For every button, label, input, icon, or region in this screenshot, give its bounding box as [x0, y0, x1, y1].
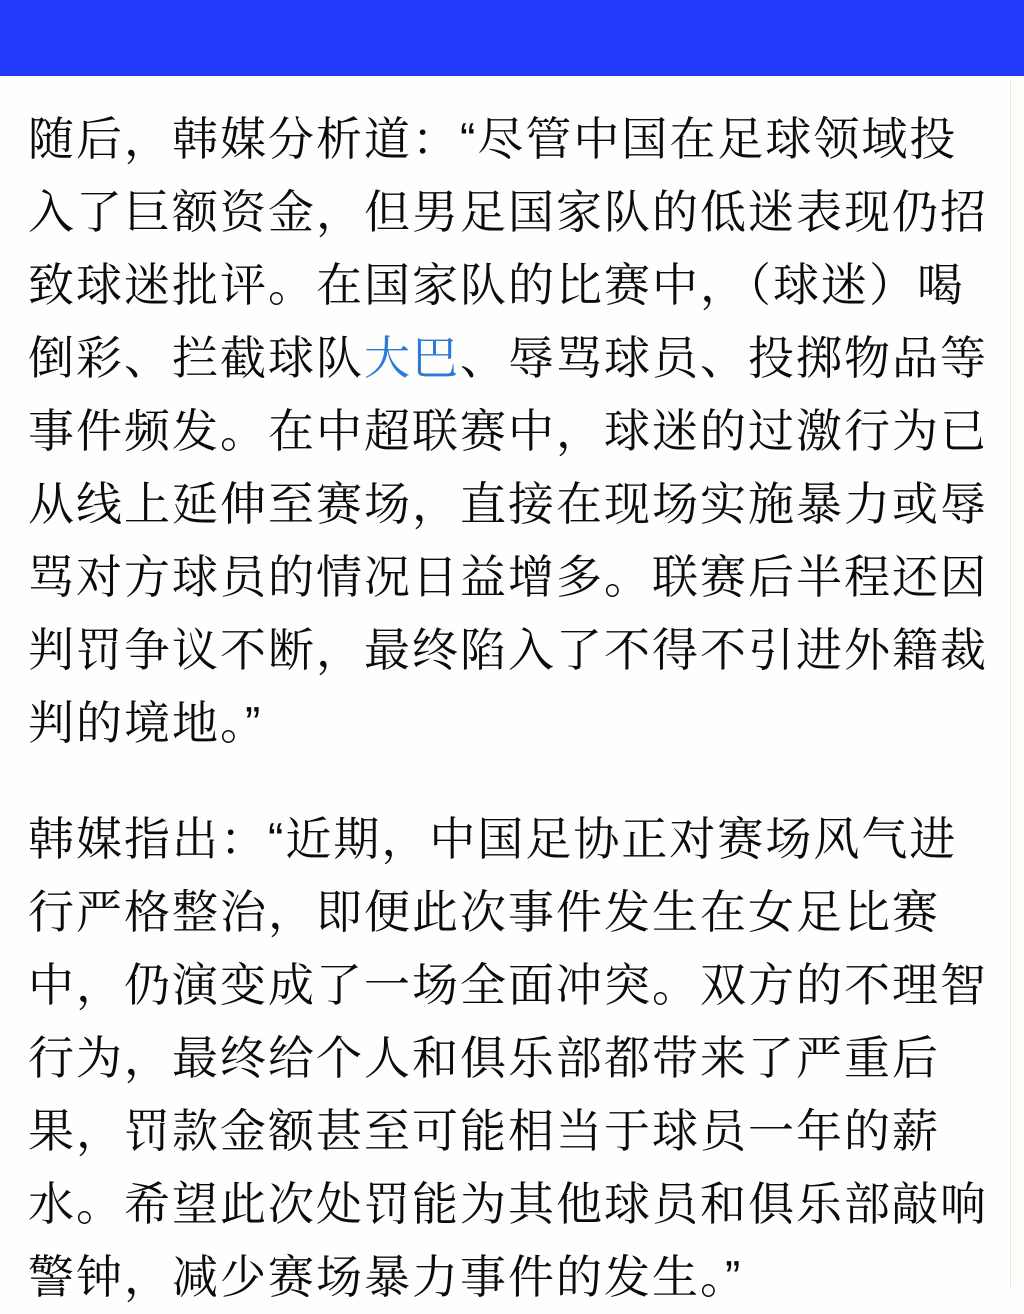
top-banner-bar [0, 0, 1024, 78]
page-edge-divider [1010, 80, 1011, 1289]
article-text: 韩媒指出：“近期，中国足协正对赛场风气进行严格整治，即便此次事件发生在女足比赛中，仍演变成了一场全面冲突。双方的不理智行为，最终给个人和俱乐部都带来了严重后果，罚款金额甚至可能相当于球员一年的薪水。希望此次处罚能为其他球员和俱乐部敲响警钟，减少赛场暴力事件的发生。” [28, 813, 988, 1303]
paragraph-korean-media-analysis [28, 103, 988, 760]
paragraph-korean-media-comment [28, 803, 988, 1314]
article-text: 、辱骂球员、投掷物品等事件频发。在中超联赛中，球迷的过激行为已从线上延伸至赛场，直接在现场实施暴力或辱骂对方球员的情况日益增多。联赛后半程还因判罚争议不断，最终陷入了不得不引进外籍裁判的境地。” [28, 332, 988, 749]
article-text: 随后，韩媒分析道：“尽管中国在足球领域投入了巨额资金，但男足国家队的低迷表现仍招致球迷批评。在国家队的比赛中，（球迷）喝倒彩、拦截球队 [28, 113, 988, 384]
article-body [0, 78, 1024, 1314]
bus-link[interactable]: 大巴 [364, 332, 460, 384]
